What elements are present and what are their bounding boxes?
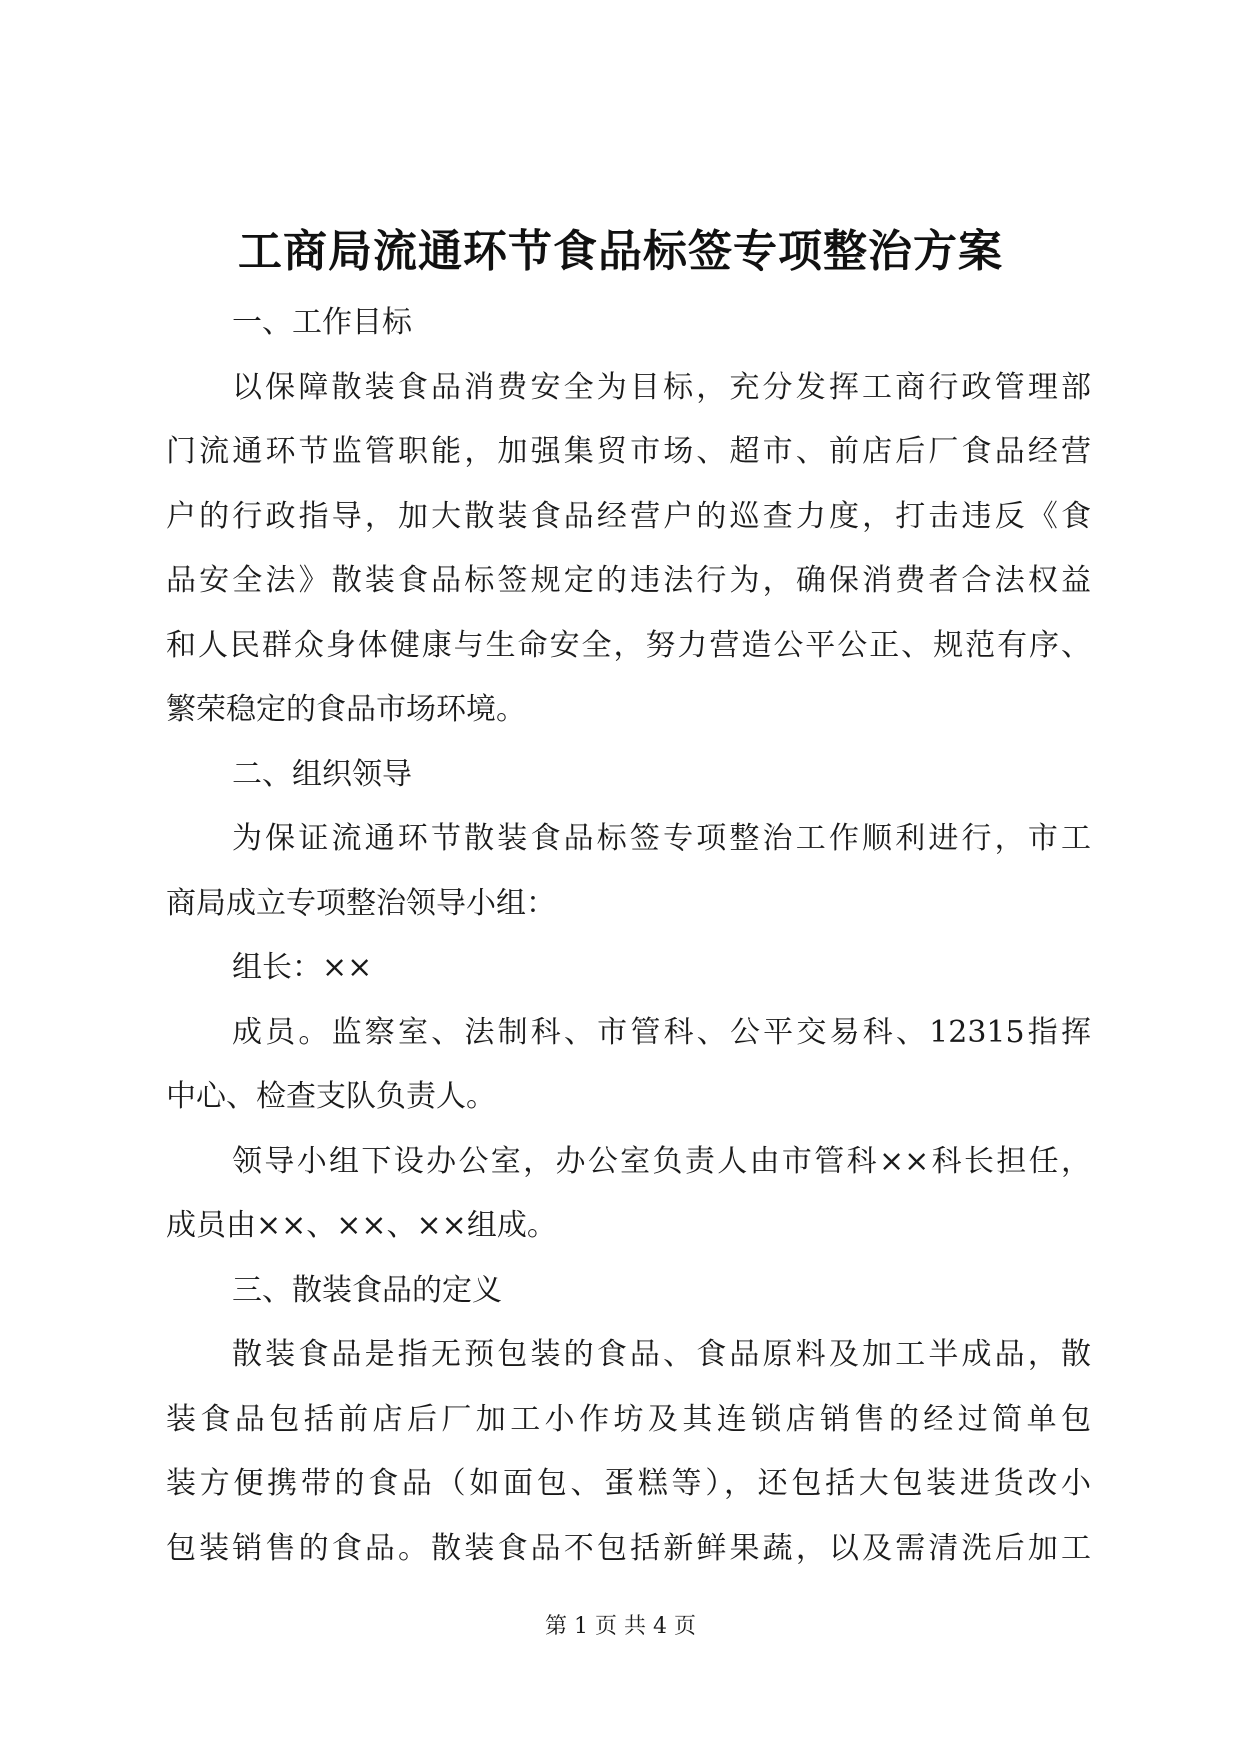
paragraph-line: 成员由××、××、××组成。 [166, 1208, 557, 1243]
paragraph-line: 为保证流通环节散装食品标签专项整治工作顺利进行，市工 [232, 821, 1091, 856]
section-heading: 三、散装食品的定义 [232, 1272, 502, 1308]
paragraph-line: 品安全法》散装食品标签规定的违法行为，确保消费者合法权益 [166, 563, 1091, 598]
paragraph-line: 户的行政指导，加大散装食品经营户的巡查力度，打击违反《食 [166, 498, 1091, 534]
paragraph-line: 领导小组下设办公室，办公室负责人由市管科××科长担任， [232, 1143, 1091, 1179]
paragraph-line: 商局成立专项整治领导小组： [166, 885, 556, 921]
paragraph-line: 和人民群众身体健康与生命安全，努力营造公平公正、规范有序、 [166, 627, 1091, 663]
section-heading: 二、组织领导 [232, 756, 412, 792]
paragraph-line: 装食品包括前店后厂加工小作坊及其连锁店销售的经过简单包 [166, 1401, 1091, 1437]
section-heading: 一、工作目标 [232, 305, 412, 340]
paragraph-line: 门流通环节监管职能，加强集贸市场、超市、前店后厂食品经营 [166, 434, 1091, 469]
paragraph-line: 装方便携带的食品（如面包、蛋糕等），还包括大包装进货改小 [166, 1466, 1091, 1501]
document-body [166, 291, 1091, 1581]
paragraph-line: 中心、检查支队负责人。 [166, 1079, 496, 1114]
paragraph-line: 成员。监察室、法制科、市管科、公平交易科、12315指挥 [232, 1014, 1091, 1050]
paragraph-line: 繁荣稳定的食品市场环境。 [166, 692, 526, 727]
paragraph-line: 散装食品是指无预包装的食品、食品原料及加工半成品，散 [232, 1337, 1091, 1372]
page-footer: 第 1 页 共 4 页 [545, 1614, 696, 1639]
paragraph-line: 以保障散装食品消费安全为目标，充分发挥工商行政管理部 [232, 369, 1091, 405]
paragraph-line: 包装销售的食品。散装食品不包括新鲜果蔬，以及需清洗后加工 [166, 1530, 1091, 1566]
paragraph-line: 组长：×× [232, 950, 373, 985]
document-title: 工商局流通环节食品标签专项整治方案 [238, 226, 1003, 277]
